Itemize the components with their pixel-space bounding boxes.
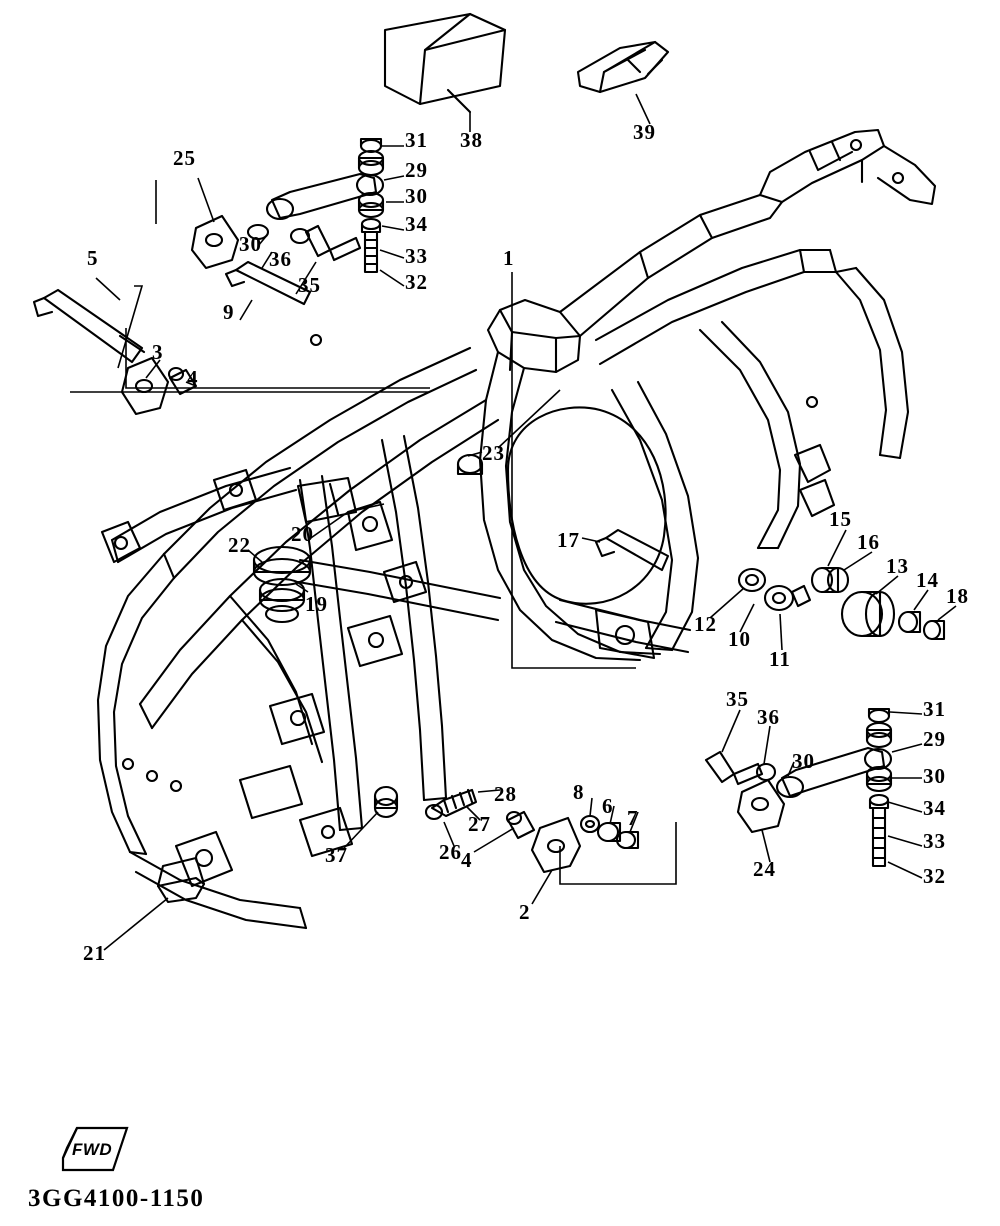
callout-38: 38 — [460, 128, 483, 152]
callout-35-lower: 35 — [726, 687, 749, 711]
callout-24: 24 — [753, 857, 776, 881]
callout-9: 9 — [223, 300, 235, 324]
part-39-bracket — [578, 42, 668, 92]
callout-22: 22 — [228, 533, 251, 557]
callout-30-right: 30 — [792, 749, 815, 773]
linkage-assembly-upper-left — [192, 139, 383, 304]
callout-16: 16 — [857, 530, 880, 554]
callout-21: 21 — [83, 941, 106, 965]
callout-6: 6 — [602, 794, 614, 818]
callout-34-lower: 34 — [923, 796, 946, 820]
callout-32-upper: 32 — [405, 270, 428, 294]
linkage-assembly-lower-right — [706, 705, 891, 866]
callout-2: 2 — [519, 900, 531, 924]
callout-33-upper: 33 — [405, 244, 428, 268]
callout-28: 28 — [494, 782, 517, 806]
callout-20: 20 — [291, 522, 314, 546]
callout-25: 25 — [173, 146, 196, 170]
callout-30-upper: 30 — [405, 184, 428, 208]
callout-23: 23 — [482, 441, 505, 465]
part-2-bracket — [507, 812, 638, 872]
callout-34-upper: 34 — [405, 212, 428, 236]
part-5-bolt — [34, 290, 144, 362]
part-23-bushing — [458, 455, 482, 474]
callout-27: 27 — [468, 812, 491, 836]
part-19-20-22-mount — [254, 547, 310, 622]
callout-4-lower: 4 — [461, 848, 473, 872]
callout-39: 39 — [633, 120, 656, 144]
callout-14: 14 — [916, 568, 939, 592]
callout-11: 11 — [769, 647, 791, 671]
callout-32-lower: 32 — [923, 864, 946, 888]
callout-36-lower: 36 — [757, 705, 780, 729]
callout-31-upper: 31 — [405, 128, 428, 152]
callout-10: 10 — [728, 627, 751, 651]
callout-7: 7 — [627, 806, 639, 830]
callout-35-upper: 35 — [298, 273, 321, 297]
callout-36-upper: 36 — [269, 247, 292, 271]
callout-26: 26 — [439, 840, 462, 864]
callout-19: 19 — [305, 592, 328, 616]
callout-15: 15 — [829, 507, 852, 531]
callout-4-upper: 4 — [187, 366, 199, 390]
part-38-cover — [385, 14, 505, 112]
callout-30-left: 30 — [239, 232, 262, 256]
callout-29-lower: 29 — [923, 727, 946, 751]
part-3-bracket — [122, 358, 196, 414]
right-hardware-row — [739, 568, 944, 639]
callout-8: 8 — [573, 780, 585, 804]
part-17-bolt — [596, 530, 668, 570]
callout-30-lower: 30 — [923, 764, 946, 788]
callout-13: 13 — [886, 554, 909, 578]
callout-17: 17 — [557, 528, 580, 552]
callout-33-lower: 33 — [923, 829, 946, 853]
callout-37: 37 — [325, 843, 348, 867]
callout-1: 1 — [503, 246, 515, 270]
callout-31-lower: 31 — [923, 697, 946, 721]
fwd-label-text: FWD — [72, 1140, 113, 1159]
frame-main — [98, 130, 935, 928]
part-number-code: 3GG4100-1150 — [28, 1185, 205, 1212]
callout-3: 3 — [152, 340, 164, 364]
callout-12: 12 — [694, 612, 717, 636]
callout-29-upper: 29 — [405, 158, 428, 182]
callout-5: 5 — [87, 246, 99, 270]
callout-18: 18 — [946, 584, 969, 608]
